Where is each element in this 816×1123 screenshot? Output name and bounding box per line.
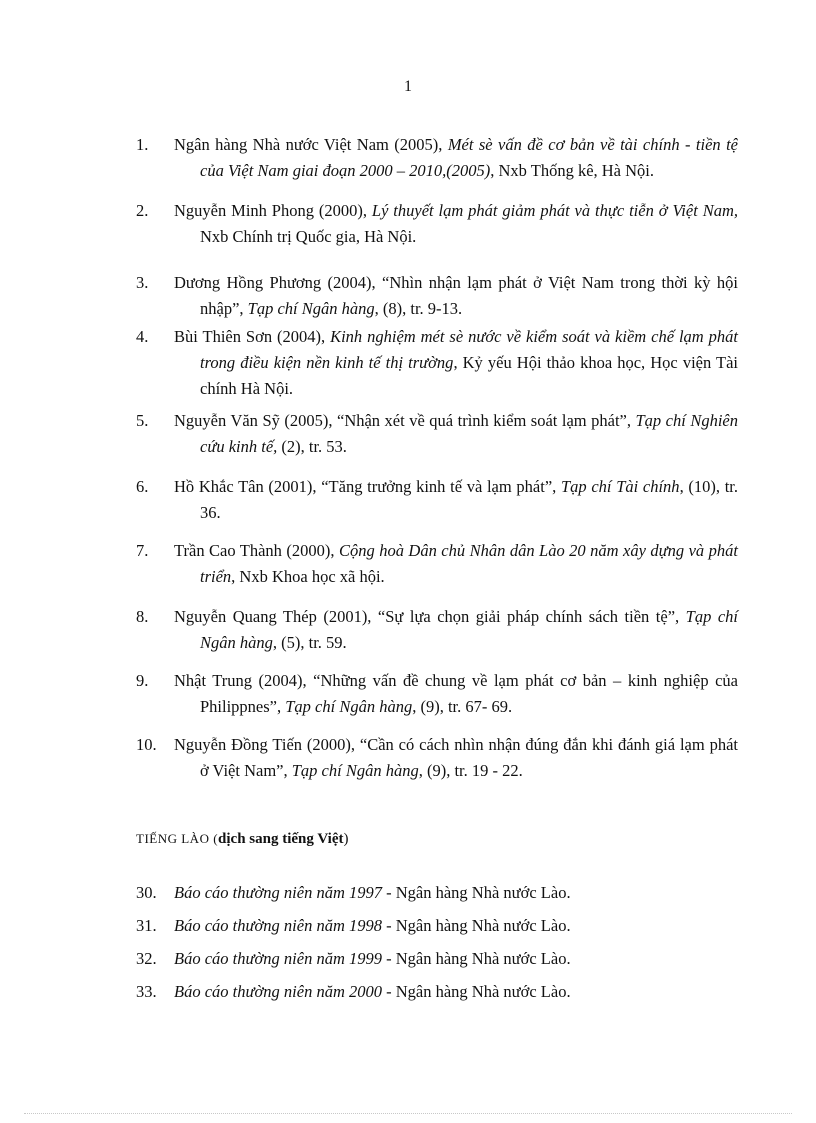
reference-segment: Hồ Khắc Tân (2001), “Tăng trưởng kinh tế và lạm phát”, — [174, 477, 561, 496]
reference-title: Tạp chí Ngân hàng — [285, 697, 413, 716]
reference-title: Tạp chí Tài chính — [560, 477, 680, 496]
reference-item — [136, 732, 738, 784]
section-heading-suffix: ) — [343, 831, 349, 847]
reference-segment: , Nxb Khoa học xã hội. — [231, 567, 385, 586]
reference-title: Kinh nghiệm mét sè nước về kiểm soát và kiềm chế lạm phát trong điều kiện nền kinh tế thị trường — [200, 327, 738, 372]
reference-text — [136, 732, 738, 784]
reference-text — [136, 668, 738, 720]
reference-segment: Nhật Trung (2004), “Những vấn đề chung về lạm phát cơ bản – kinh nghiệp của Philippnes”, — [174, 671, 738, 716]
reference-segment: - Ngân hàng Nhà nước Lào. — [382, 949, 571, 968]
reference-title: Lý thuyết lạm phát giảm phát và thực tiễn ở Việt Nam, — [371, 201, 738, 220]
lao-reference-item — [136, 981, 738, 1014]
reference-segment: , Kỷ yếu Hội thảo khoa học, Học viện Tài chính Hà Nội. — [200, 353, 738, 398]
reference-title: Tạp chí Ngân hàng — [200, 607, 738, 652]
reference-number: 3. — [136, 273, 149, 292]
reference-number: 9. — [136, 671, 149, 690]
reference-number: 33. — [136, 982, 157, 1001]
reference-segment: , (9), tr. 67- 69. — [412, 697, 513, 716]
reference-title: Báo cáo thường niên năm 1999 — [174, 949, 382, 968]
reference-number: 4. — [136, 327, 149, 346]
reference-number: 1. — [136, 135, 149, 154]
reference-segment: Nguyễn Minh Phong (2000), — [174, 201, 372, 220]
reference-title: Mét sè vấn đề cơ bản về tài chính - tiền tệ của Việt Nam giai đoạn 2000 – 2010,(2005) — [200, 135, 738, 180]
section-heading — [136, 828, 348, 850]
section-heading-prefix: TIẾNG LÀO ( — [136, 831, 219, 846]
lao-reference-item — [136, 948, 738, 981]
reference-item — [136, 270, 738, 322]
lao-reference-list — [136, 882, 738, 1014]
reference-number: 2. — [136, 201, 149, 220]
reference-segment: Nguyễn Văn Sỹ (2005), “Nhận xét về quá trình kiểm soát lạm phát”, — [174, 411, 636, 430]
reference-segment: Nxb Chính trị Quốc gia, Hà Nội. — [200, 227, 417, 246]
reference-segment: Ngân hàng Nhà nước Việt Nam (2005), — [174, 135, 448, 154]
reference-segment: - Ngân hàng Nhà nước Lào. — [382, 883, 571, 902]
reference-segment: , (5), tr. 59. — [272, 633, 347, 652]
reference-segment: Dương Hồng Phương (2004), “Nhìn nhận lạm phát ở Việt Nam trong thời kỳ hội nhập”, — [174, 273, 738, 318]
reference-number: 8. — [136, 607, 149, 626]
reference-title: Báo cáo thường niên năm 2000 — [174, 982, 382, 1001]
reference-segment: - Ngân hàng Nhà nước Lào. — [382, 982, 571, 1001]
page-number: 1 — [404, 78, 412, 95]
reference-number: 6. — [136, 477, 149, 496]
reference-segment: Trần Cao Thành (2000), — [174, 541, 339, 560]
reference-text — [136, 882, 738, 904]
reference-item — [136, 198, 738, 250]
page-bottom-divider — [24, 1113, 792, 1114]
reference-segment: - Ngân hàng Nhà nước Lào. — [382, 916, 571, 935]
reference-item — [136, 132, 738, 184]
reference-item — [136, 324, 738, 402]
reference-text — [136, 408, 738, 460]
reference-title: Báo cáo thường niên năm 1997 — [174, 883, 382, 902]
reference-title: Tạp chí Ngân hàng — [291, 761, 419, 780]
reference-item — [136, 474, 738, 526]
reference-text — [136, 132, 738, 184]
reference-text — [136, 981, 738, 1003]
reference-text — [136, 198, 738, 250]
reference-text — [136, 604, 738, 656]
reference-text — [136, 324, 738, 402]
reference-title: Tạp chí Nghiên cứu kinh tế, — [200, 411, 739, 456]
reference-title: Báo cáo thường niên năm 1998 — [174, 916, 382, 935]
reference-item — [136, 604, 738, 656]
reference-title: Cộng hoà Dân chủ Nhân dân Lào 20 năm xây dựng và phát triển — [200, 541, 738, 586]
reference-text — [136, 474, 738, 526]
reference-number: 10. — [136, 735, 157, 754]
section-heading-bold: dịch sang tiếng Việt — [218, 831, 344, 847]
reference-number: 31. — [136, 916, 157, 935]
reference-text — [136, 270, 738, 322]
reference-segment: , (8), tr. 9-13. — [374, 299, 463, 318]
reference-segment: Bùi Thiên Sơn (2004), — [174, 327, 331, 346]
reference-text — [136, 538, 738, 590]
reference-item — [136, 668, 738, 720]
reference-number: 30. — [136, 883, 157, 902]
reference-segment: Nguyễn Quang Thép (2001), “Sự lựa chọn giải pháp chính sách tiền tệ”, — [174, 607, 686, 626]
reference-number: 5. — [136, 411, 149, 430]
lao-reference-item — [136, 882, 738, 915]
reference-number: 7. — [136, 541, 149, 560]
reference-item — [136, 408, 738, 460]
reference-segment: , Nxb Thống kê, Hà Nội. — [490, 161, 655, 180]
reference-segment: (2), tr. 53. — [277, 437, 347, 456]
reference-item — [136, 538, 738, 590]
reference-segment: , (9), tr. 19 - 22. — [418, 761, 523, 780]
reference-title: Tạp chí Ngân hàng — [247, 299, 375, 318]
reference-segment: , (10), tr. 36. — [200, 477, 738, 522]
reference-number: 32. — [136, 949, 157, 968]
lao-reference-item — [136, 915, 738, 948]
reference-text — [136, 948, 738, 970]
reference-text — [136, 915, 738, 937]
reference-segment: Nguyễn Đồng Tiến (2000), “Cần có cách nhìn nhận đúng đắn khi đánh giá lạm phát ở Việt Nam”, — [174, 735, 738, 780]
